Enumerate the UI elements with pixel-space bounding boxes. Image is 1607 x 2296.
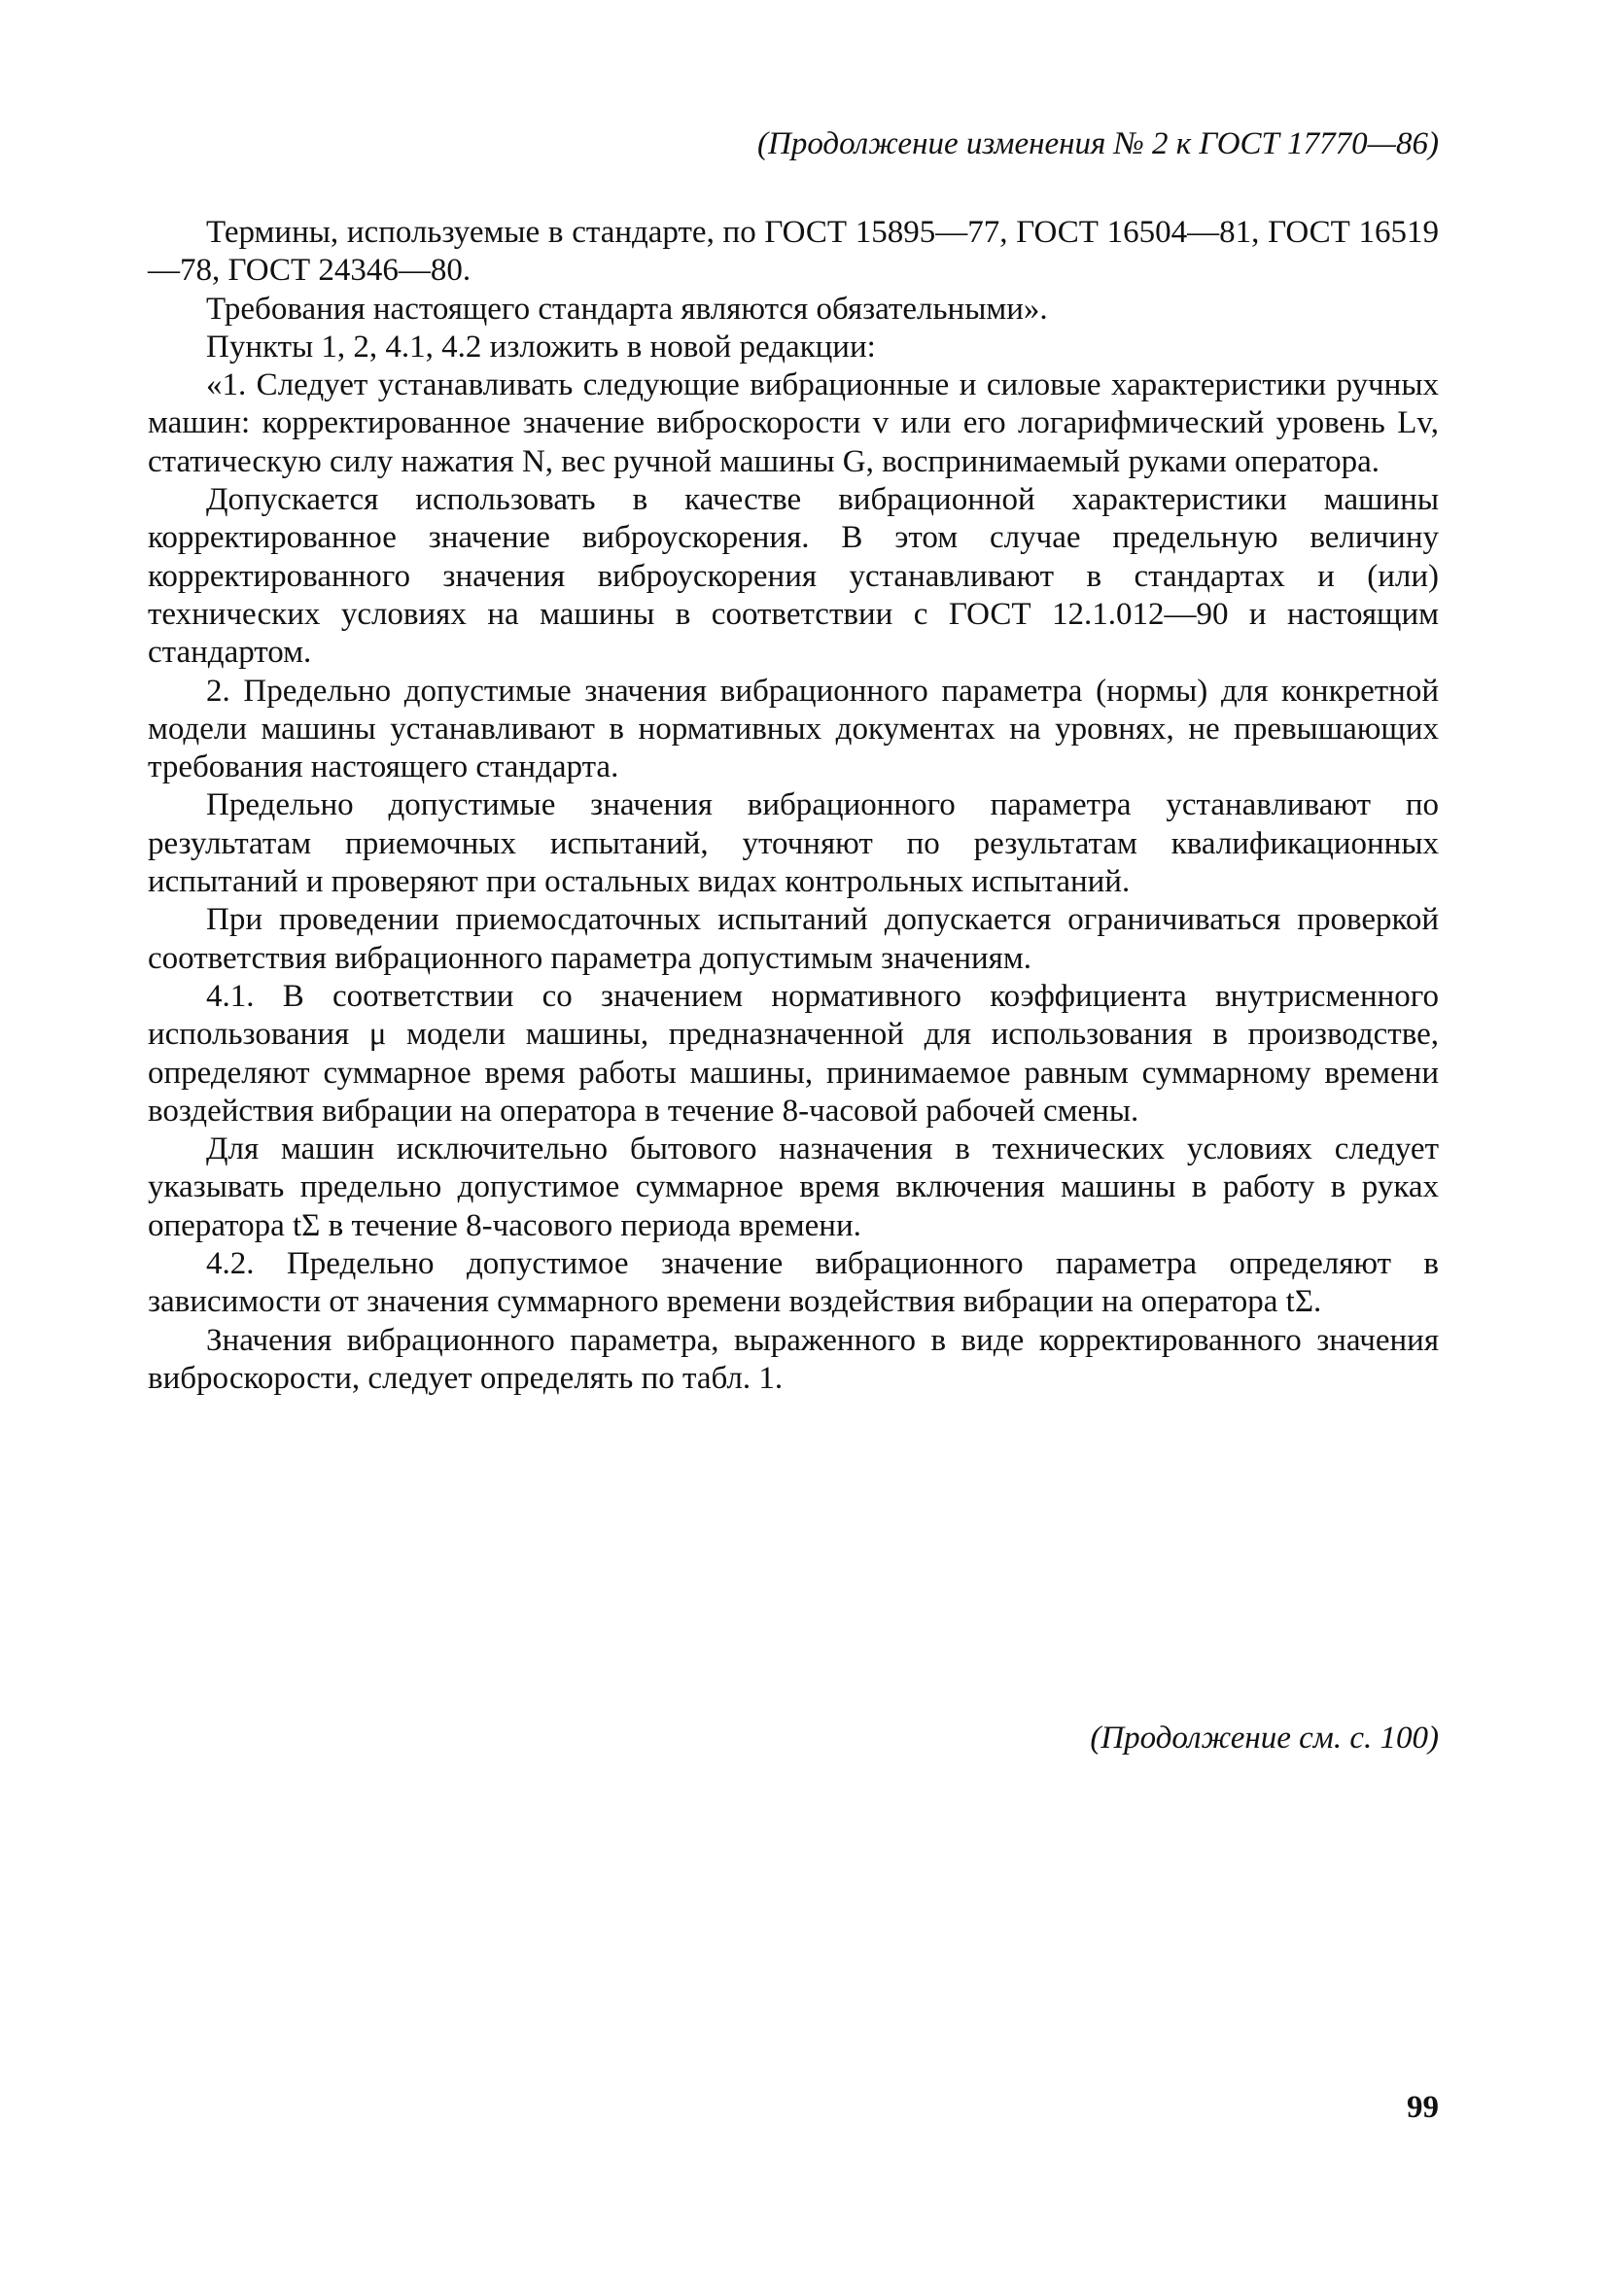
paragraph: Термины, используемые в стандарте, по ГОСТ 15895—77, ГОСТ 16504—81, ГОСТ 16519—78, ГОСТ 24346—80.	[148, 215, 1439, 289]
page-number: 99	[1407, 2090, 1439, 2125]
paragraph: Пункты 1, 2, 4.1, 4.2 изложить в новой редакции:	[206, 329, 876, 365]
paragraph: 2. Предельно допустимые значения вибрационного параметра (нормы) для конкретной модели машины устанавливают в нормативных документах на уровнях, не превышающих требования настоящего стандарта.	[148, 673, 1439, 785]
paragraph: 4.2. Предельно допустимое значение вибрационного параметра определяют в зависимости от значения суммарного времени воздействия вибрации на оператора tΣ.	[148, 1246, 1439, 1320]
body-text	[148, 214, 1439, 1398]
paragraph: Значения вибрационного параметра, выраженного в виде корректированного значения виброскорости, следует определять по табл. 1.	[148, 1322, 1439, 1396]
continuation-header: (Продолжение изменения № 2 к ГОСТ 17770—86)	[757, 126, 1439, 161]
paragraph: «1. Следует устанавливать следующие вибрационные и силовые характеристики ручных машин: корректированное значение виброскорости v или его логарифмический уровень Lv, статическую силу нажатия N, вес ручной машины G, воспринимаемый руками оператора.	[148, 367, 1439, 479]
paragraph: Требования настоящего стандарта являются обязательными».	[206, 291, 1048, 327]
paragraph: Для машин исключительно бытового назначения в технических условиях следует указывать предельно допустимое суммарное время включения машины в работу в руках оператора tΣ в течение 8-часового периода времени.	[148, 1131, 1439, 1243]
continuation-footer: (Продолжение см. с. 100)	[1090, 1721, 1439, 1756]
paragraph: Предельно допустимые значения вибрационного параметра устанавливают по результатам приемочных испытаний, уточняют по результатам квалификационных испытаний и проверяют при остальных видах контрольных испытаний.	[148, 787, 1439, 900]
paragraph: При проведении приемосдаточных испытаний допускается ограничиваться проверкой соответствия вибрационного параметра допустимым значениям.	[148, 902, 1439, 976]
document-page	[148, 124, 1439, 2195]
paragraph: Допускается использовать в качестве вибрационной характеристики машины корректированное значение виброускорения. В этом случае предельную величину корректированного значения виброускорения устанавливают в стандартах и (или) технических условиях на машины в соответствии с ГОСТ 12.1.012—90 и настоящим стандартом.	[148, 482, 1439, 671]
paragraph: 4.1. В соответствии со значением нормативного коэффициента внутрисменного использования μ модели машины, предназначенной для использования в производстве, определяют суммарное время работы машины, принимаемое равным суммарному времени воздействия вибрации на оператора в течение 8-часовой рабочей смены.	[148, 978, 1439, 1129]
